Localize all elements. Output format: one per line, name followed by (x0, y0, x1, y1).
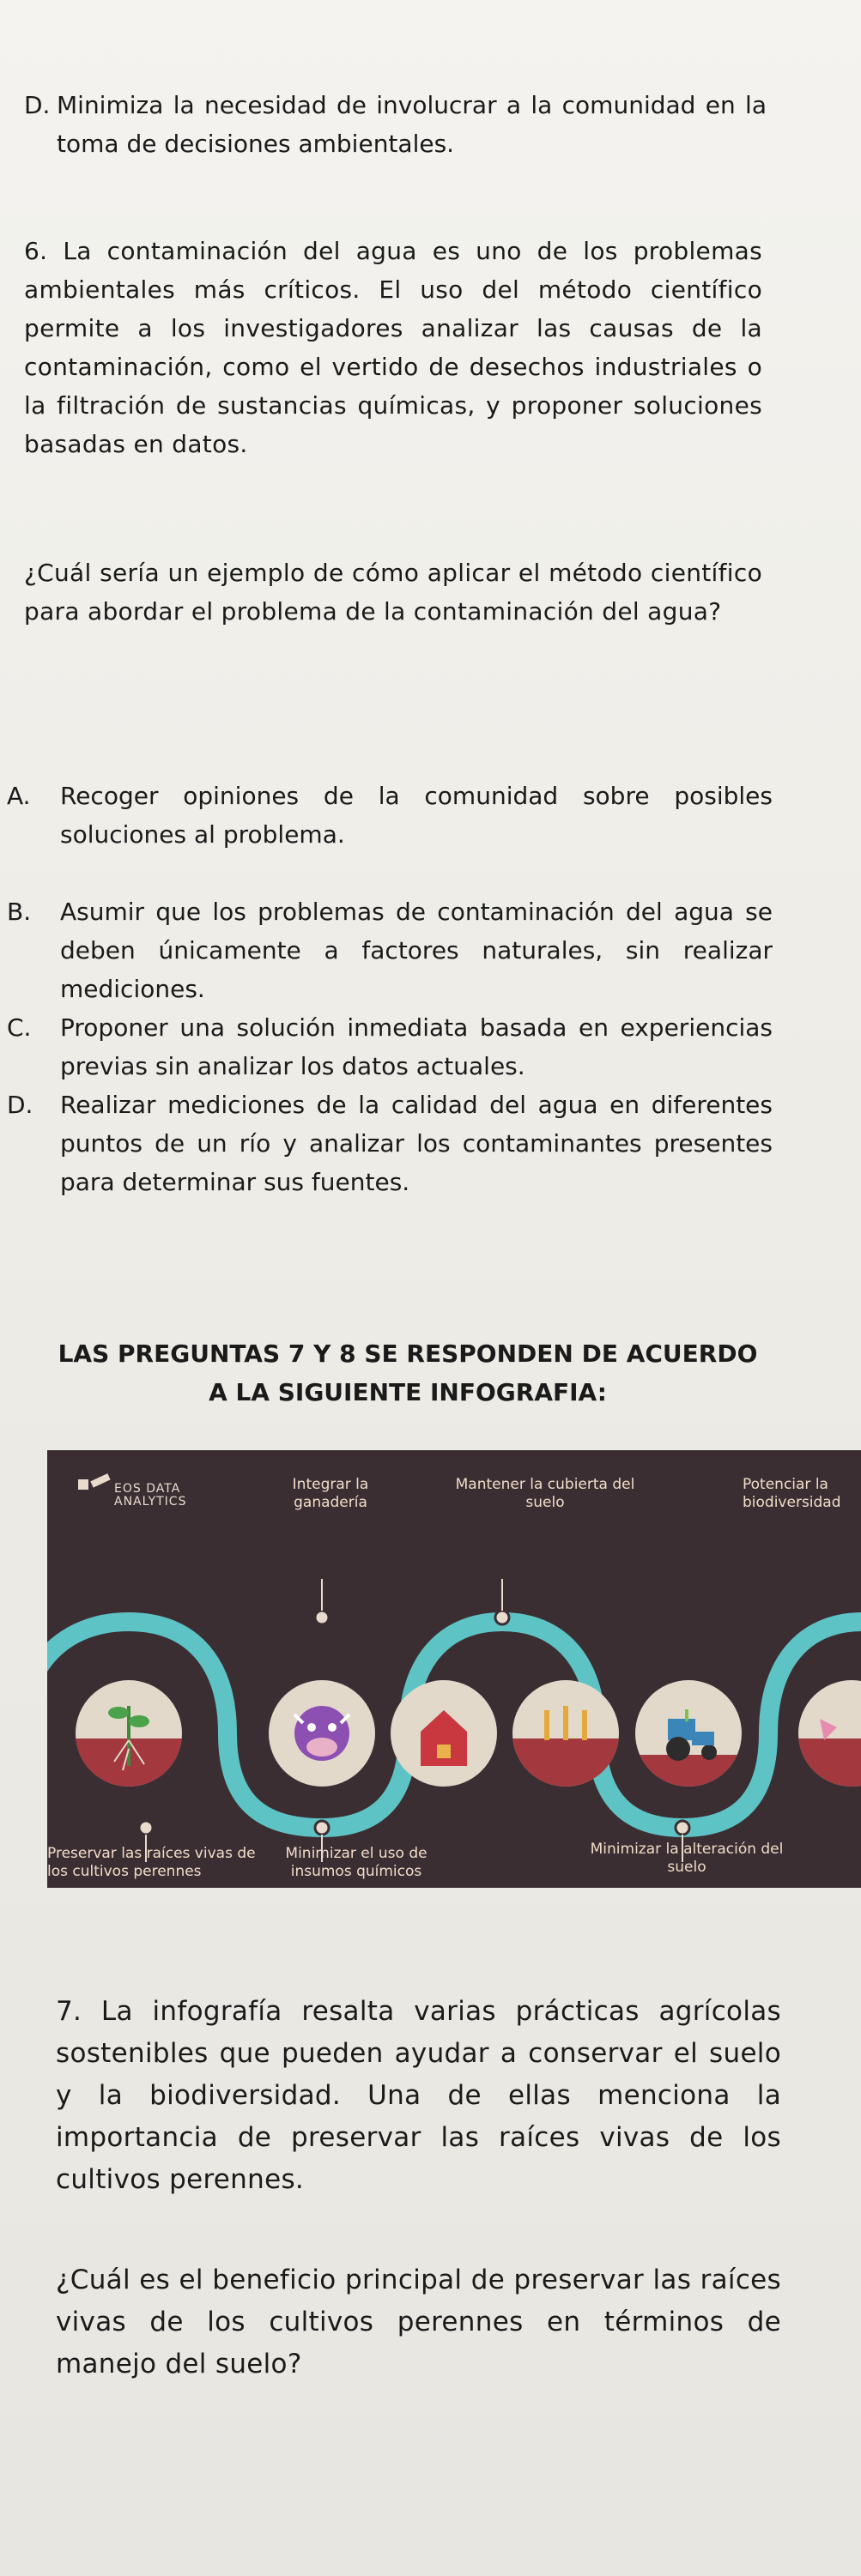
q6-option-a (0, 777, 773, 854)
option-letter: B. (7, 898, 32, 926)
option-text: Recoger opiniones de la comunidad sobre posibles soluciones al problema. (60, 782, 773, 849)
timeline-dot (315, 1611, 329, 1624)
q6-option-d (0, 1085, 773, 1201)
plant-roots-circle (76, 1680, 182, 1787)
label-raices-vivas: Preservar las raíces vivas de los cultivos perennes (47, 1845, 256, 1880)
tractor-circle (635, 1680, 742, 1787)
q6-stem: 6. La contaminación del agua es uno de los problemas ambientales más críticos. El uso del método científico permite a los investigadores analizar las causas de la contaminación, como el vertido de desechos industriales o la filtración de sustancias químicas, y proponer soluciones basadas en datos. (24, 237, 762, 458)
flower-icon (798, 1680, 861, 1787)
barn-circle (391, 1680, 497, 1787)
timeline-dot (315, 1821, 329, 1835)
option-text: Proponer una solución inmediata basada en experiencias previas sin analizar los datos actuales. (60, 1013, 773, 1080)
option-letter: C. (7, 1013, 32, 1042)
label-biodiversidad: Potenciar la biodiversidad (743, 1476, 841, 1511)
option-text: Realizar mediciones de la calidad del agua en diferentes puntos de un río y analizar los contaminantes presentes para determinar sus fuentes. (60, 1091, 773, 1196)
q6-option-b (0, 892, 773, 1008)
biodiversity-circle (798, 1680, 861, 1787)
section-heading: LAS PREGUNTAS 7 Y 8 SE RESPONDEN DE ACUERDO A LA SIGUIENTE INFOGRAFIA: (58, 1339, 758, 1406)
timeline-dot (676, 1821, 689, 1835)
logo-text: EOS DATA ANALYTICS (114, 1482, 187, 1509)
option-text: Asumir que los problemas de contaminación del agua se deben únicamente a factores naturales, sin realizar mediciones. (60, 898, 773, 1003)
satellite-logo-icon (78, 1473, 111, 1490)
plant-icon (76, 1680, 182, 1787)
q7-question: ¿Cuál es el beneficio principal de preservar las raíces vivas de los cultivos perennes en términos de manejo del suelo? (56, 2265, 781, 2379)
label-cubierta-suelo: Mantener la cubierta del suelo (455, 1476, 635, 1511)
option-letter: D. (7, 1091, 33, 1119)
q6-question: ¿Cuál sería un ejemplo de cómo aplicar el método científico para abordar el problema de la contaminación del agua? (24, 559, 762, 626)
infographic (47, 1450, 861, 1888)
cow-circle (269, 1680, 375, 1787)
barn-icon (391, 1680, 497, 1787)
wheat-icon (512, 1680, 619, 1787)
label-integrar-ganaderia: Integrar la ganadería (292, 1476, 369, 1511)
tractor-icon (635, 1680, 742, 1787)
crops-circle (512, 1680, 619, 1787)
timeline-dot (495, 1611, 509, 1624)
label-alteracion-suelo: Minimizar la alteración del suelo (590, 1841, 784, 1876)
option-letter: D. (24, 91, 51, 119)
q6-option-c (0, 1008, 773, 1085)
infographic-graphics (47, 1450, 861, 1888)
q7-stem: 7. La infografía resalta varias prácticas agrícolas sostenibles que pueden ayudar a conservar el suelo y la biodiversidad. Una de ellas menciona la importancia de preservar las raíces vivas de los cultivos perennes. (56, 1996, 781, 2195)
option-letter: A. (7, 782, 31, 810)
cow-icon (269, 1680, 375, 1787)
label-insumos-quimicos: Minimizar el uso de insumos químicos (285, 1845, 427, 1880)
q5-option-d (24, 86, 767, 163)
option-text: Minimiza la necesidad de involucrar a la comunidad en la toma de decisiones ambientales. (57, 91, 767, 158)
timeline-dot (139, 1821, 153, 1835)
